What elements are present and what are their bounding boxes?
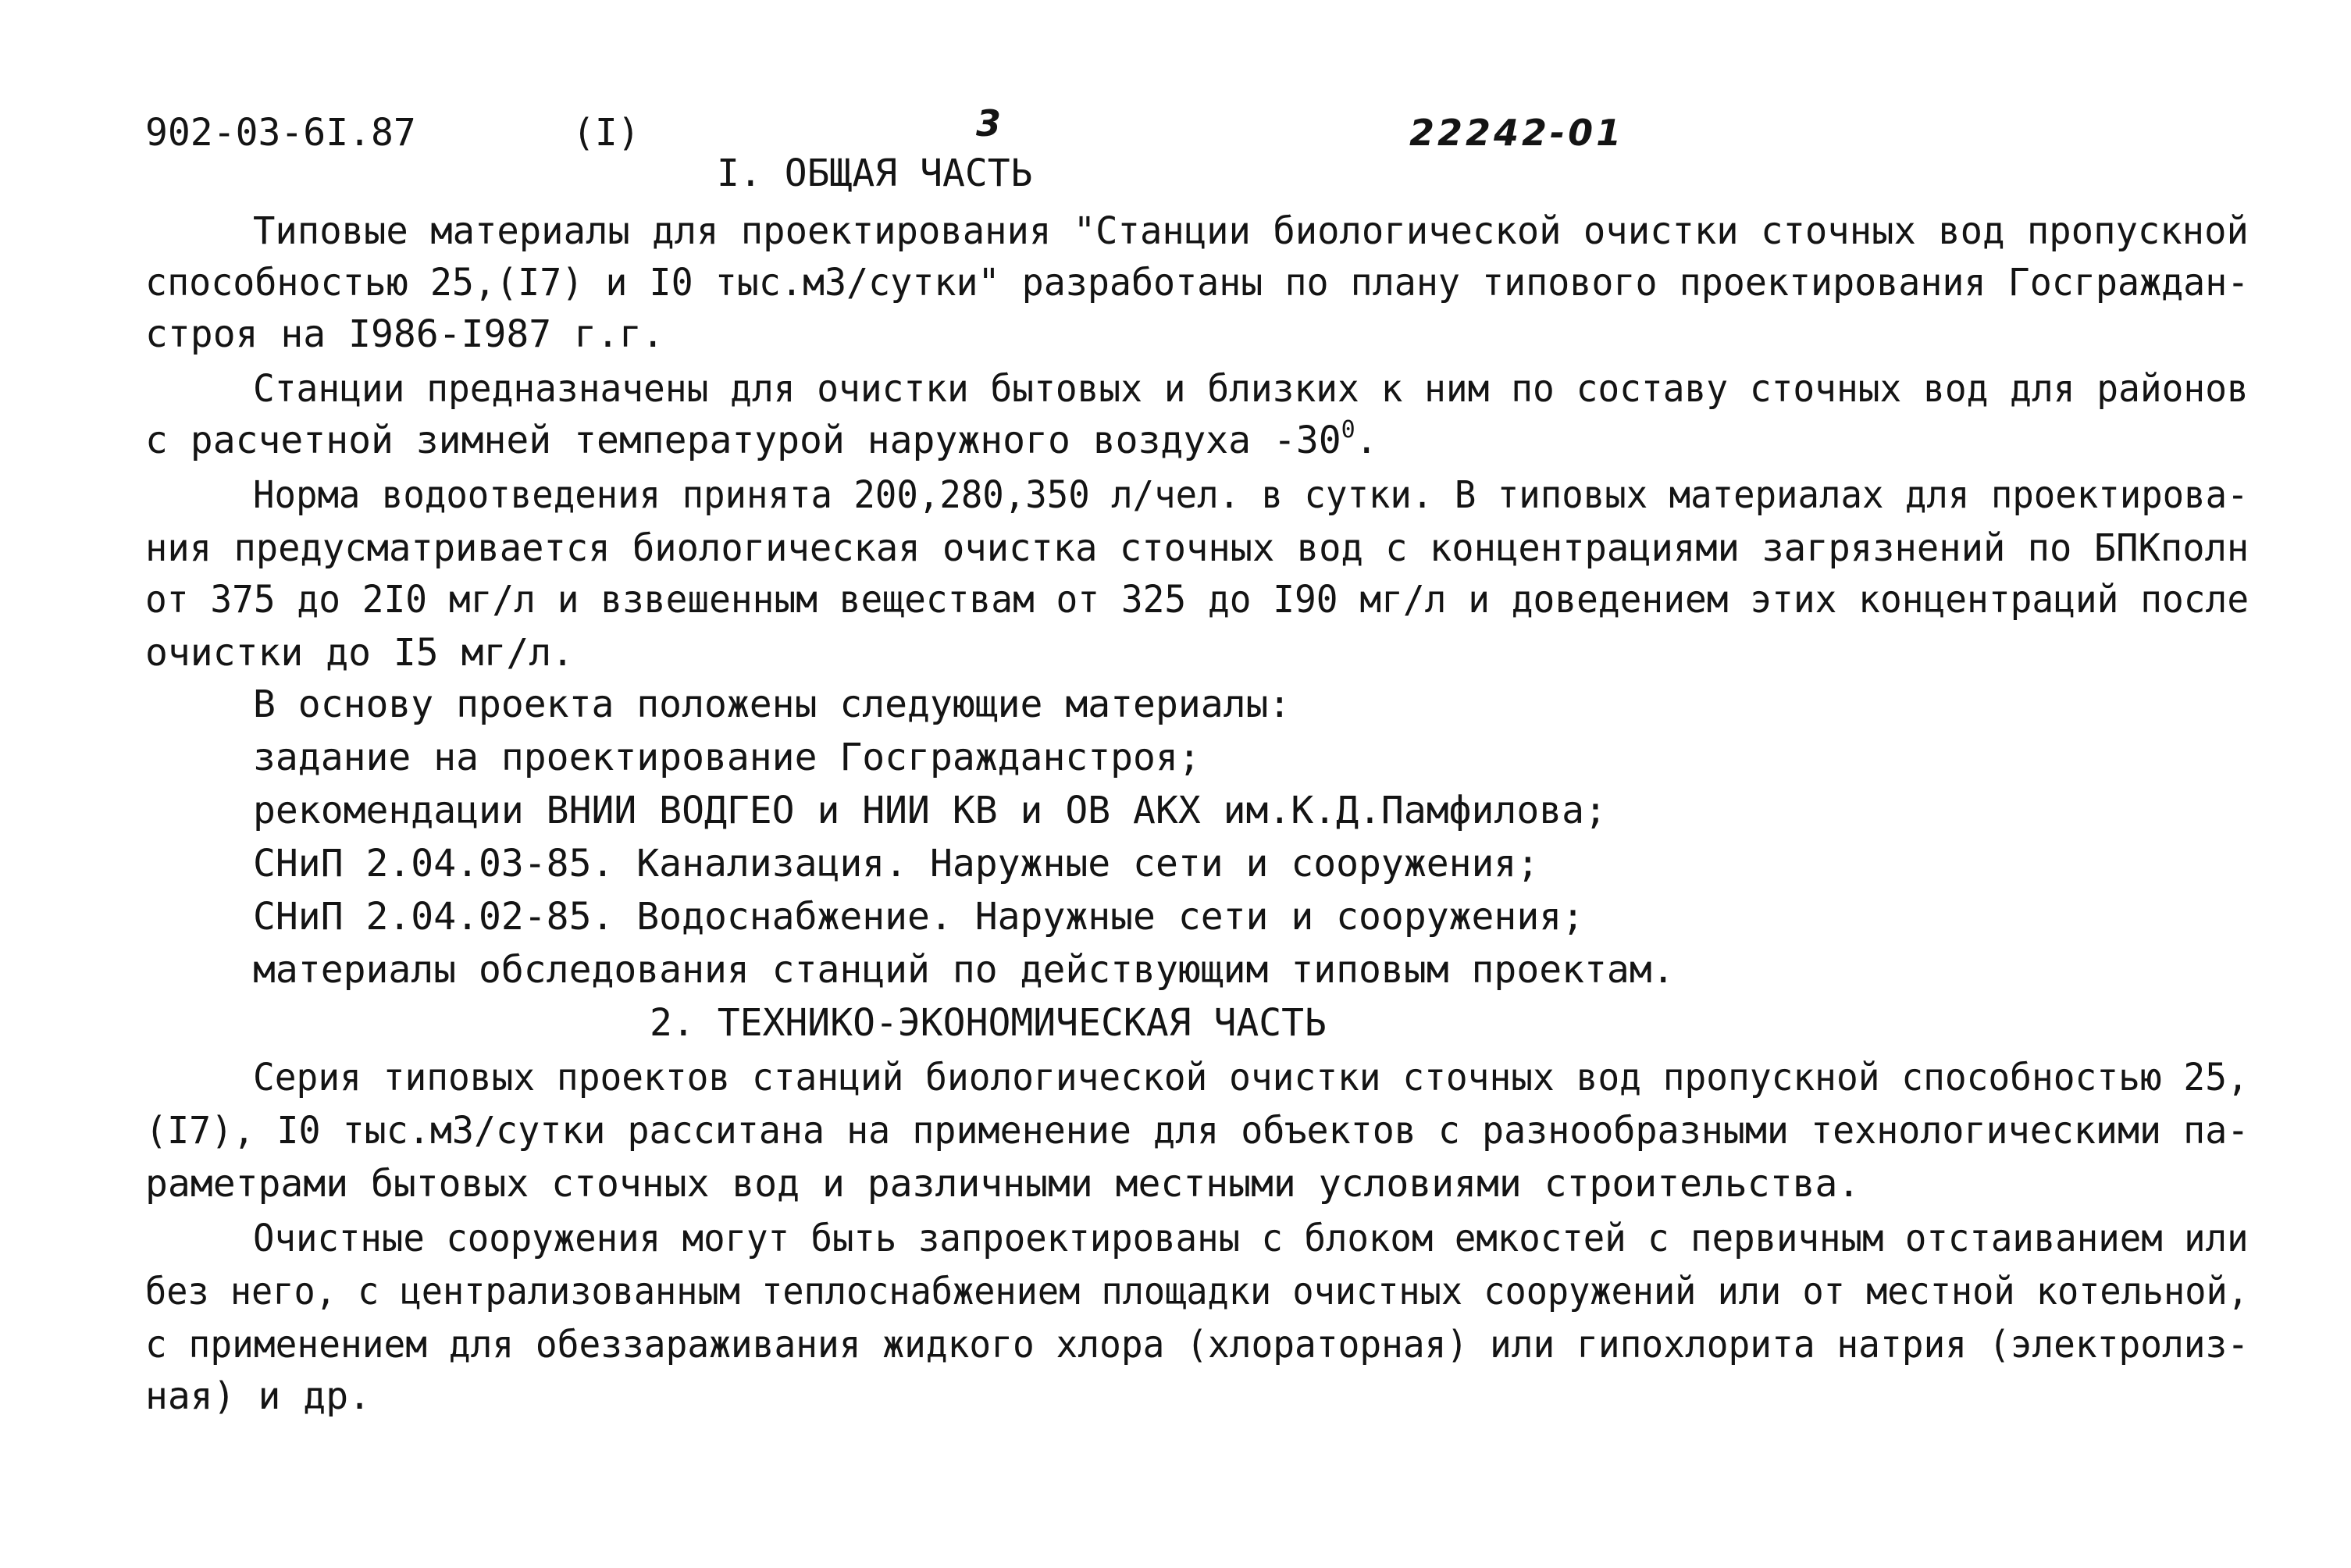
paragraph-line: Серия типовых проектов станций биологической очистки сточных вод пропускной способностью 25, — [253, 1056, 2249, 1099]
list-item: рекомендации ВНИИ ВОДГЕО и НИИ КВ и ОВ АКХ им.К.Д.Памфилова; — [253, 789, 1607, 832]
paragraph-line: раметрами бытовых сточных вод и различными местными условиями строительства. — [145, 1162, 1861, 1206]
paragraph-line: Норма водоотведения принята 200,280,350 л/чел. в сутки. В типовых материалах для проектирова- — [253, 473, 2249, 517]
list-intro: В основу проекта положены следующие материалы: — [253, 682, 1291, 726]
inventory-number: 22242-01 — [1409, 112, 1625, 154]
paragraph-line: Типовые материалы для проектирования "Станции биологической очистки сточных вод пропускной — [253, 209, 2249, 253]
paragraph-line: Станции предназначены для очистки бытовых и близких к ним по составу сточных вод для районов — [253, 367, 2249, 411]
section-title-economic: 2. ТЕХНИКО-ЭКОНОМИЧЕСКАЯ ЧАСТЬ — [650, 1001, 1327, 1045]
document-number: 902-03-6I.87 — [145, 111, 416, 155]
paragraph-line: ния предусматривается биологическая очистка сточных вод с концентрациями загрязнений по БПКполн — [145, 526, 2249, 570]
section-title-general: I. ОБЩАЯ ЧАСТЬ — [717, 151, 1033, 195]
paragraph-line-temperature: с расчетной зимней температурой наружного воздуха $-30^0$. — [145, 416, 1378, 462]
list-item: задание на проектирование Госгражданстроя; — [253, 736, 1201, 779]
degree-superscript: 0 — [1341, 416, 1355, 444]
paragraph-line: с применением для обеззараживания жидкого хлора (хлораторная) или гипохлорита натрия (электролиз- — [145, 1323, 2249, 1367]
paragraph-line: ная) и др. — [145, 1374, 371, 1418]
page-number: 3 — [976, 102, 1005, 144]
volume-number: (I) — [572, 111, 640, 155]
paragraph-line: способностью 25,(I7) и I0 тыс.м3/сутки" разработаны по плану типового проектирования Госграждан- — [145, 261, 2249, 305]
paragraph-line: (I7), I0 тыс.м3/сутки расситана на применение для объектов с разнообразными технологическими па- — [145, 1109, 2249, 1153]
paragraph-line: от 375 до 2I0 мг/л и взвешенным веществам от 325 до I90 мг/л и доведением этих концентраций после — [145, 578, 2249, 622]
list-item: материалы обследования станций по действующим типовым проектам. — [253, 948, 1675, 992]
paragraph-line: очистки до I5 мг/л. — [145, 631, 575, 675]
list-item: СНиП 2.04.02-85. Водоснабжение. Наружные сети и сооружения; — [253, 895, 1585, 939]
list-item: СНиП 2.04.03-85. Канализация. Наружные сети и сооружения; — [253, 842, 1540, 886]
paragraph-line: строя на I986-I987 г.г. — [145, 312, 664, 356]
paragraph-line: без него, с централизованным теплоснабжением площадки очистных сооружений или от местной котельной, — [145, 1270, 2249, 1313]
paragraph-line: Очистные сооружения могут быть запроектированы с блоком емкостей с первичным отстаиванием или — [253, 1217, 2249, 1260]
